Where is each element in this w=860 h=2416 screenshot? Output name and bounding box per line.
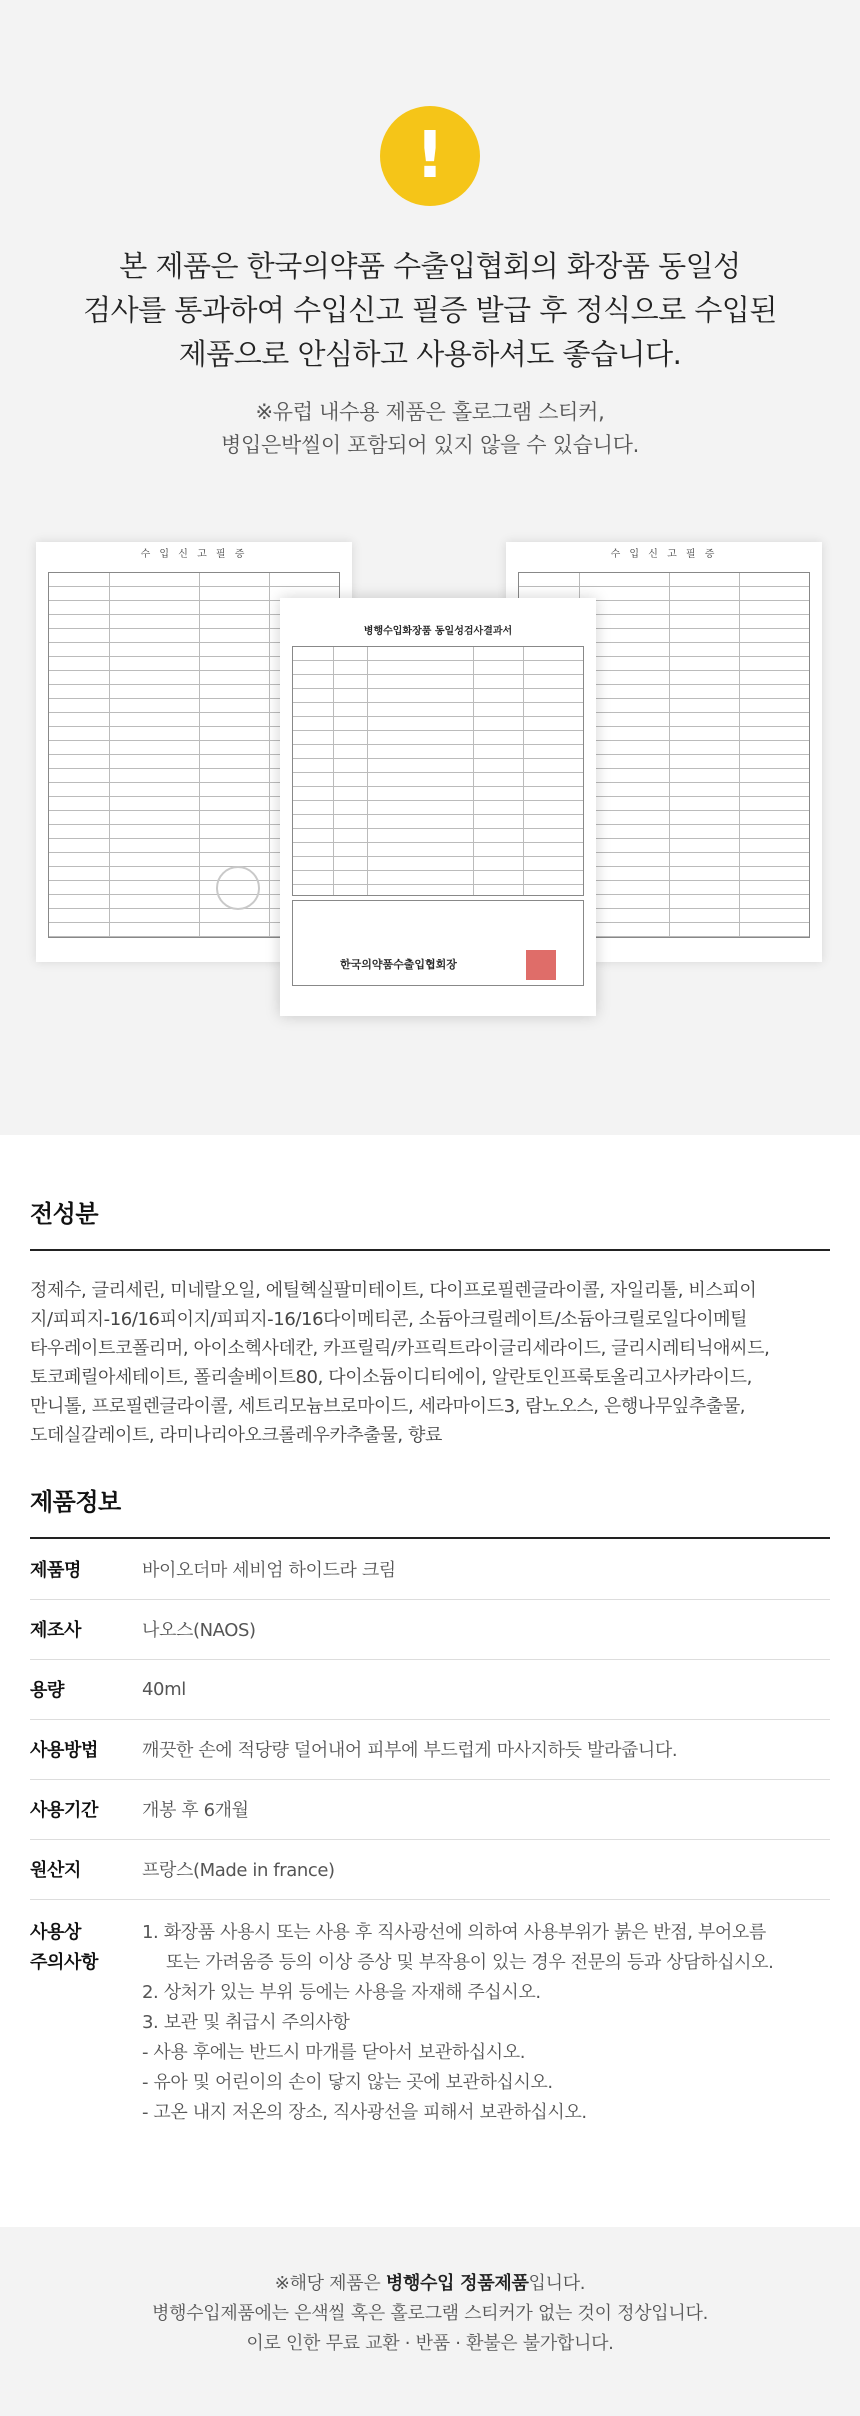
table-row	[30, 1779, 830, 1839]
row-value: 40ml	[142, 1659, 830, 1719]
row-label: 원산지	[30, 1839, 142, 1899]
caution-label	[30, 1899, 142, 2146]
notice-subnote	[40, 396, 820, 462]
caution-list	[142, 1918, 830, 2128]
caution-value	[142, 1899, 830, 2146]
ingredients-title: 전성분	[30, 1194, 830, 1251]
red-seal-icon	[526, 950, 556, 980]
exclamation-icon: !	[380, 106, 480, 206]
notice-line: 검사를 통과하여 수입신고 필증 발급 후 정식으로 수입된	[83, 293, 777, 327]
footer-suffix: 입니다.	[528, 2273, 586, 2294]
footer-notice	[0, 2227, 860, 2416]
notice-line: 제품으로 안심하고 사용하셔도 좋습니다.	[178, 337, 682, 371]
footer-line-1	[0, 2269, 860, 2299]
caution-item: 3. 보관 및 취급시 주의사항	[142, 2011, 350, 2033]
identity-test-result-document	[280, 598, 596, 1016]
footer-prefix: ※해당 제품은	[274, 2273, 386, 2294]
row-value: 나오스(NAOS)	[142, 1599, 830, 1659]
caution-item: - 사용 후에는 반드시 마개를 닫아서 보관하십시오.	[142, 2041, 526, 2063]
ingredient-list	[30, 1276, 830, 1450]
footer-line-2: 병행수입제품에는 은색씰 혹은 홀로그램 스티커가 없는 것이 정상입니다.	[151, 2303, 708, 2324]
caution-item: - 고온 내지 저온의 장소, 직사광선을 피해서 보관하십시오.	[142, 2101, 587, 2123]
caution-label-line: 사용상	[30, 1921, 81, 1943]
row-label: 제조사	[30, 1599, 142, 1659]
product-info-title: 제품정보	[30, 1482, 830, 1539]
row-value: 깨끗한 손에 적당량 덜어내어 피부에 부드럽게 마사지하듯 발라줍니다.	[142, 1719, 830, 1779]
ingredients-section	[30, 1194, 830, 1450]
ingredient-line: 타우레이트코폴리머, 아이소헥사데칸, 카프릴릭/카프릭트라이글리세라이드, 글리시레티닉애씨드,	[30, 1338, 770, 1359]
product-info-section	[30, 1482, 830, 2146]
issuer-signature: 한국의약품수출입협회장	[340, 958, 457, 971]
row-label: 용량	[30, 1659, 142, 1719]
caution-item: 2. 상처가 있는 부위 등에는 사용을 자재해 주십시오.	[142, 1981, 541, 2003]
document-title: 병행수입화장품 동일성검사결과서	[363, 626, 513, 637]
document-table	[292, 646, 584, 896]
table-row	[30, 1599, 830, 1659]
notice-sub-line: 병입은박씰이 포함되어 있지 않을 수 있습니다.	[221, 433, 639, 457]
ingredient-line: 만니톨, 프로필렌글라이콜, 세트리모늄브로마이드, 세라마이드3, 람노오스, 은행나무잎추출물,	[30, 1396, 746, 1417]
stamp-mark	[216, 866, 260, 910]
row-label: 제품명	[30, 1539, 142, 1599]
table-row-caution	[30, 1899, 830, 2146]
row-label: 사용방법	[30, 1719, 142, 1779]
caution-item: - 유아 및 어린이의 손이 닿지 않는 곳에 보관하십시오.	[142, 2071, 553, 2093]
table-row	[30, 1839, 830, 1899]
document-title: 수 입 신 고 필 증	[610, 549, 718, 560]
ingredient-line: 도데실갈레이트, 라미나리아오크롤레우카추출물, 향료	[30, 1425, 443, 1446]
notice-section	[0, 0, 860, 1135]
row-value: 바이오더마 세비엄 하이드라 크림	[142, 1539, 830, 1599]
table-row	[30, 1719, 830, 1779]
footer-line-3: 이로 인한 무료 교환 · 반품 · 환불은 불가합니다.	[246, 2333, 614, 2354]
ingredient-line: 지/피피지-16/16피이지/피피지-16/16다이메티콘, 소듐아크릴레이트/소듐아크릴로일다이메틸	[30, 1309, 748, 1330]
row-value: 프랑스(Made in france)	[142, 1839, 830, 1899]
ingredient-line: 정제수, 글리세린, 미네랄오일, 에틸헥실팔미테이트, 다이프로필렌글라이콜, 자일리톨, 비스피이	[30, 1280, 757, 1301]
caution-label-line: 주의사항	[30, 1951, 98, 1973]
notice-message	[40, 244, 820, 376]
caution-item: 또는 가려움증 등의 이상 증상 및 부작용이 있는 경우 전문의 등과 상담하십시오.	[166, 1951, 774, 1973]
caution-item: 1. 화장품 사용시 또는 사용 후 직사광선에 의하여 사용부위가 붉은 반점, 부어오름	[142, 1921, 766, 1943]
table-row	[30, 1539, 830, 1599]
footer-highlight: 병행수입 정품제품	[385, 2273, 529, 2294]
certificate-documents	[0, 530, 860, 1030]
product-info-table	[30, 1539, 830, 2146]
ingredient-line: 토코페릴아세테이트, 폴리솔베이트80, 다이소듐이디티에이, 알란토인프룩토올리고사카라이드,	[30, 1367, 752, 1388]
row-value: 개봉 후 6개월	[142, 1779, 830, 1839]
notice-sub-line: ※유럽 내수용 제품은 홀로그램 스티커,	[255, 400, 605, 424]
document-title: 수 입 신 고 필 증	[140, 549, 248, 560]
row-label: 사용기간	[30, 1779, 142, 1839]
table-row	[30, 1659, 830, 1719]
notice-line: 본 제품은 한국의약품 수출입협회의 화장품 동일성	[119, 249, 741, 283]
